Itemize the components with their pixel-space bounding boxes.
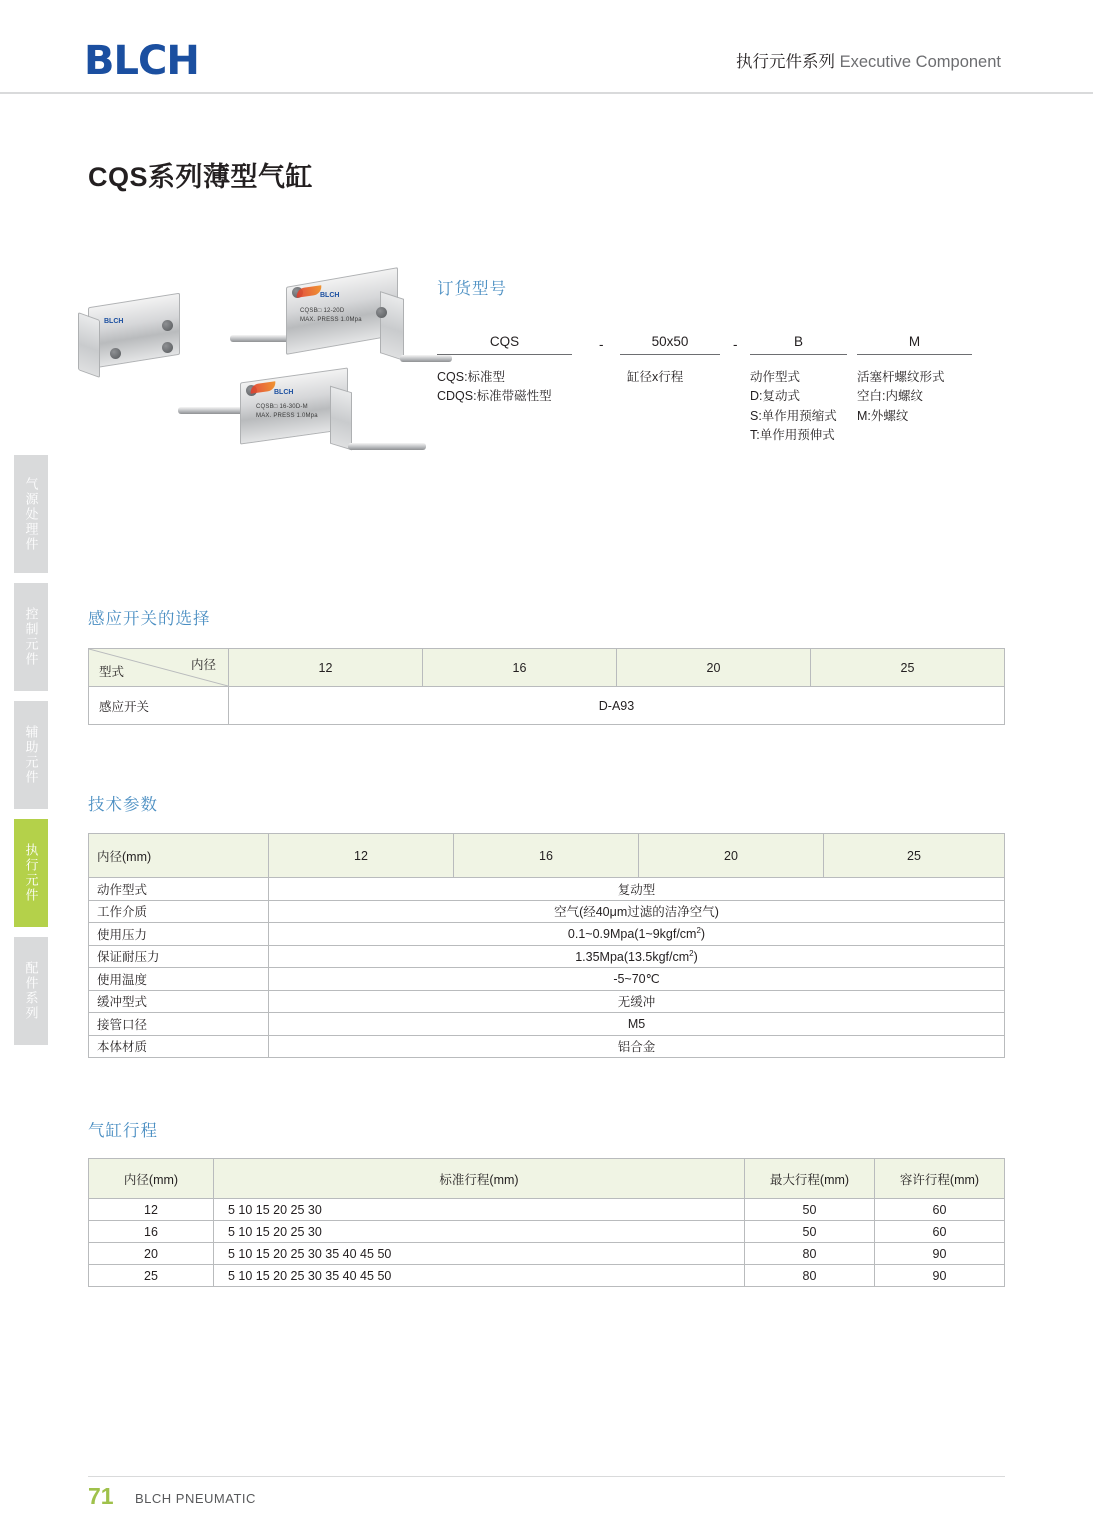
stroke-bore-12: 12 [89,1199,214,1221]
switch-corner-bottom-label: 型式 [99,665,125,679]
product-image-cqs-basic [70,290,195,385]
footer-divider [88,1476,1005,1477]
table-row [89,834,1005,878]
tech-value-proof-pressure: $1.35Mpa(13.5kgf/cm^2)$ [269,945,1005,968]
stroke-header-bore: 内径(mm) [89,1159,214,1199]
ordering-desc-rod-thread: 活塞杆螺纹形式 空白:内螺纹 M:外螺纹 [857,370,945,423]
side-tab-strip [14,455,48,1055]
table-row [89,1265,1005,1287]
tech-section-title: 技术参数 [88,796,158,814]
table-row [89,649,1005,687]
tech-header-12: 12 [269,834,454,878]
tech-label-medium: 工作介质 [89,900,269,923]
switch-corner-top-label: 内径 [190,658,216,672]
tech-value-action-type: 复动型 [269,878,1005,901]
table-row [89,687,1005,725]
page-number: 71 [88,1483,114,1509]
sidebar-item-accessories[interactable] [14,937,48,1045]
stroke-header-max: 最大行程(mm) [745,1159,875,1199]
table-row [89,900,1005,923]
table-row [89,968,1005,991]
footer-text: BLCH PNEUMATIC [135,1491,256,1506]
series-heading [736,48,1001,72]
blch-logo: BLCH [84,38,199,84]
product-spec-label: CQSB□ 12-20D MAX. PRESS 1.0Mpa [300,308,362,323]
tech-label-proof-pressure: 保证耐压力 [89,945,269,968]
tech-value-port-size: M5 [269,1013,1005,1036]
tech-label-temperature: 使用温度 [89,968,269,991]
stroke-allow-20: 90 [875,1243,1005,1265]
switch-table-corner [89,649,229,687]
tech-header-25: 25 [824,834,1005,878]
switch-bore-12: 12 [229,649,423,687]
stroke-max-25: 80 [745,1265,875,1287]
sidebar-item-executive[interactable] [14,819,48,927]
tech-value-pressure: $0.1\sim 0.9Mpa(1\sim 9kgf/cm^2)$ [269,923,1005,946]
stroke-header-standard: 标准行程(mm) [214,1159,745,1199]
tech-label-pressure: 使用压力 [89,923,269,946]
ordering-cell-rod-thread: M [857,334,972,355]
ordering-code-title: 订货型号 [437,280,507,298]
stroke-standard-16: 5 10 15 20 25 30 [214,1221,745,1243]
tech-label-cushion: 缓冲型式 [89,990,269,1013]
tech-value-cushion: 无缓冲 [269,990,1005,1013]
cylinder-stroke-table [88,1158,1005,1287]
sidebar-item-auxiliary[interactable] [14,701,48,809]
sidebar-item-label: 辅助元件 [23,725,39,785]
stroke-bore-16: 16 [89,1221,214,1243]
stroke-max-12: 50 [745,1199,875,1221]
switch-selection-table [88,648,1005,725]
table-row [89,1199,1005,1221]
stroke-standard-12: 5 10 15 20 25 30 [214,1199,745,1221]
stroke-max-20: 80 [745,1243,875,1265]
stroke-allow-12: 60 [875,1199,1005,1221]
sidebar-item-label: 配件系列 [23,961,39,1021]
sidebar-item-label: 控制元件 [23,607,39,667]
product-brand-mark: BLCH [104,318,124,325]
table-row [89,1159,1005,1199]
tech-label-port-size: 接管口径 [89,1013,269,1036]
series-heading-cn: 执行元件系列 [735,53,835,71]
ordering-separator: - [733,337,738,352]
product-brand-mark: BLCH [320,292,340,299]
switch-bore-20: 20 [617,649,811,687]
ordering-desc-action-type: 动作型式 D:复动式 S:单作用预缩式 T:单作用预伸式 [750,370,837,443]
switch-row-label: 感应开关 [89,687,229,725]
switch-bore-16: 16 [423,649,617,687]
tech-header-16: 16 [454,834,639,878]
table-row [89,878,1005,901]
product-brand-mark: BLCH [274,389,294,396]
table-row [89,1013,1005,1036]
product-image-cqs-single-rod [178,365,438,475]
switch-section-title: 感应开关的选择 [88,610,211,628]
ordering-desc-bore-stroke: 缸径x行程 [627,370,684,384]
ordering-code-block [437,275,957,454]
page-title: CQS系列薄型气缸 [88,162,314,192]
stroke-section-title: 气缸行程 [88,1122,158,1140]
header-divider [0,92,1093,94]
tech-label-action-type: 动作型式 [89,878,269,901]
switch-bore-25: 25 [811,649,1005,687]
stroke-bore-20: 20 [89,1243,214,1265]
stroke-allow-25: 90 [875,1265,1005,1287]
table-row [89,1035,1005,1058]
table-row [89,923,1005,946]
ordering-desc-series: CQS:标准型 CDQS:标准带磁性型 [437,370,552,404]
sidebar-item-control[interactable] [14,583,48,691]
sidebar-item-air-source[interactable] [14,455,48,573]
stroke-bore-25: 25 [89,1265,214,1287]
table-row [89,945,1005,968]
page-header [0,0,1093,94]
tech-value-medium: 空气(经40μm过滤的洁净空气) [269,900,1005,923]
switch-row-value: D-A93 [229,687,1005,725]
product-image-cqs-double-rod [230,265,445,375]
ordering-descriptions [437,364,957,454]
sidebar-item-label: 执行元件 [23,843,39,903]
stroke-standard-25: 5 10 15 20 25 30 35 40 45 50 [214,1265,745,1287]
tech-header-20: 20 [639,834,824,878]
stroke-standard-20: 5 10 15 20 25 30 35 40 45 50 [214,1243,745,1265]
ordering-cell-bore-stroke: 50x50 [620,334,720,355]
stroke-header-allow: 容许行程(mm) [875,1159,1005,1199]
tech-header-bore: 内径(mm) [89,834,269,878]
sidebar-item-label: 气源处理件 [23,476,39,552]
stroke-allow-16: 60 [875,1221,1005,1243]
tech-label-material: 本体材质 [89,1035,269,1058]
tech-value-material: 铝合金 [269,1035,1005,1058]
ordering-separator: - [599,337,604,352]
table-row [89,1221,1005,1243]
ordering-cell-action-type: B [750,334,847,355]
ordering-code-row [437,334,957,364]
table-row [89,1243,1005,1265]
table-row [89,990,1005,1013]
tech-value-temperature: -5~70℃ [269,968,1005,991]
series-heading-en: Executive Component [839,53,1001,71]
technical-parameters-table [88,833,1005,1058]
stroke-max-16: 50 [745,1221,875,1243]
ordering-cell-series: CQS [437,334,572,355]
product-spec-label: CQSB□ 16-30D-M MAX. PRESS 1.0Mpa [256,404,318,419]
product-photos [70,265,450,495]
